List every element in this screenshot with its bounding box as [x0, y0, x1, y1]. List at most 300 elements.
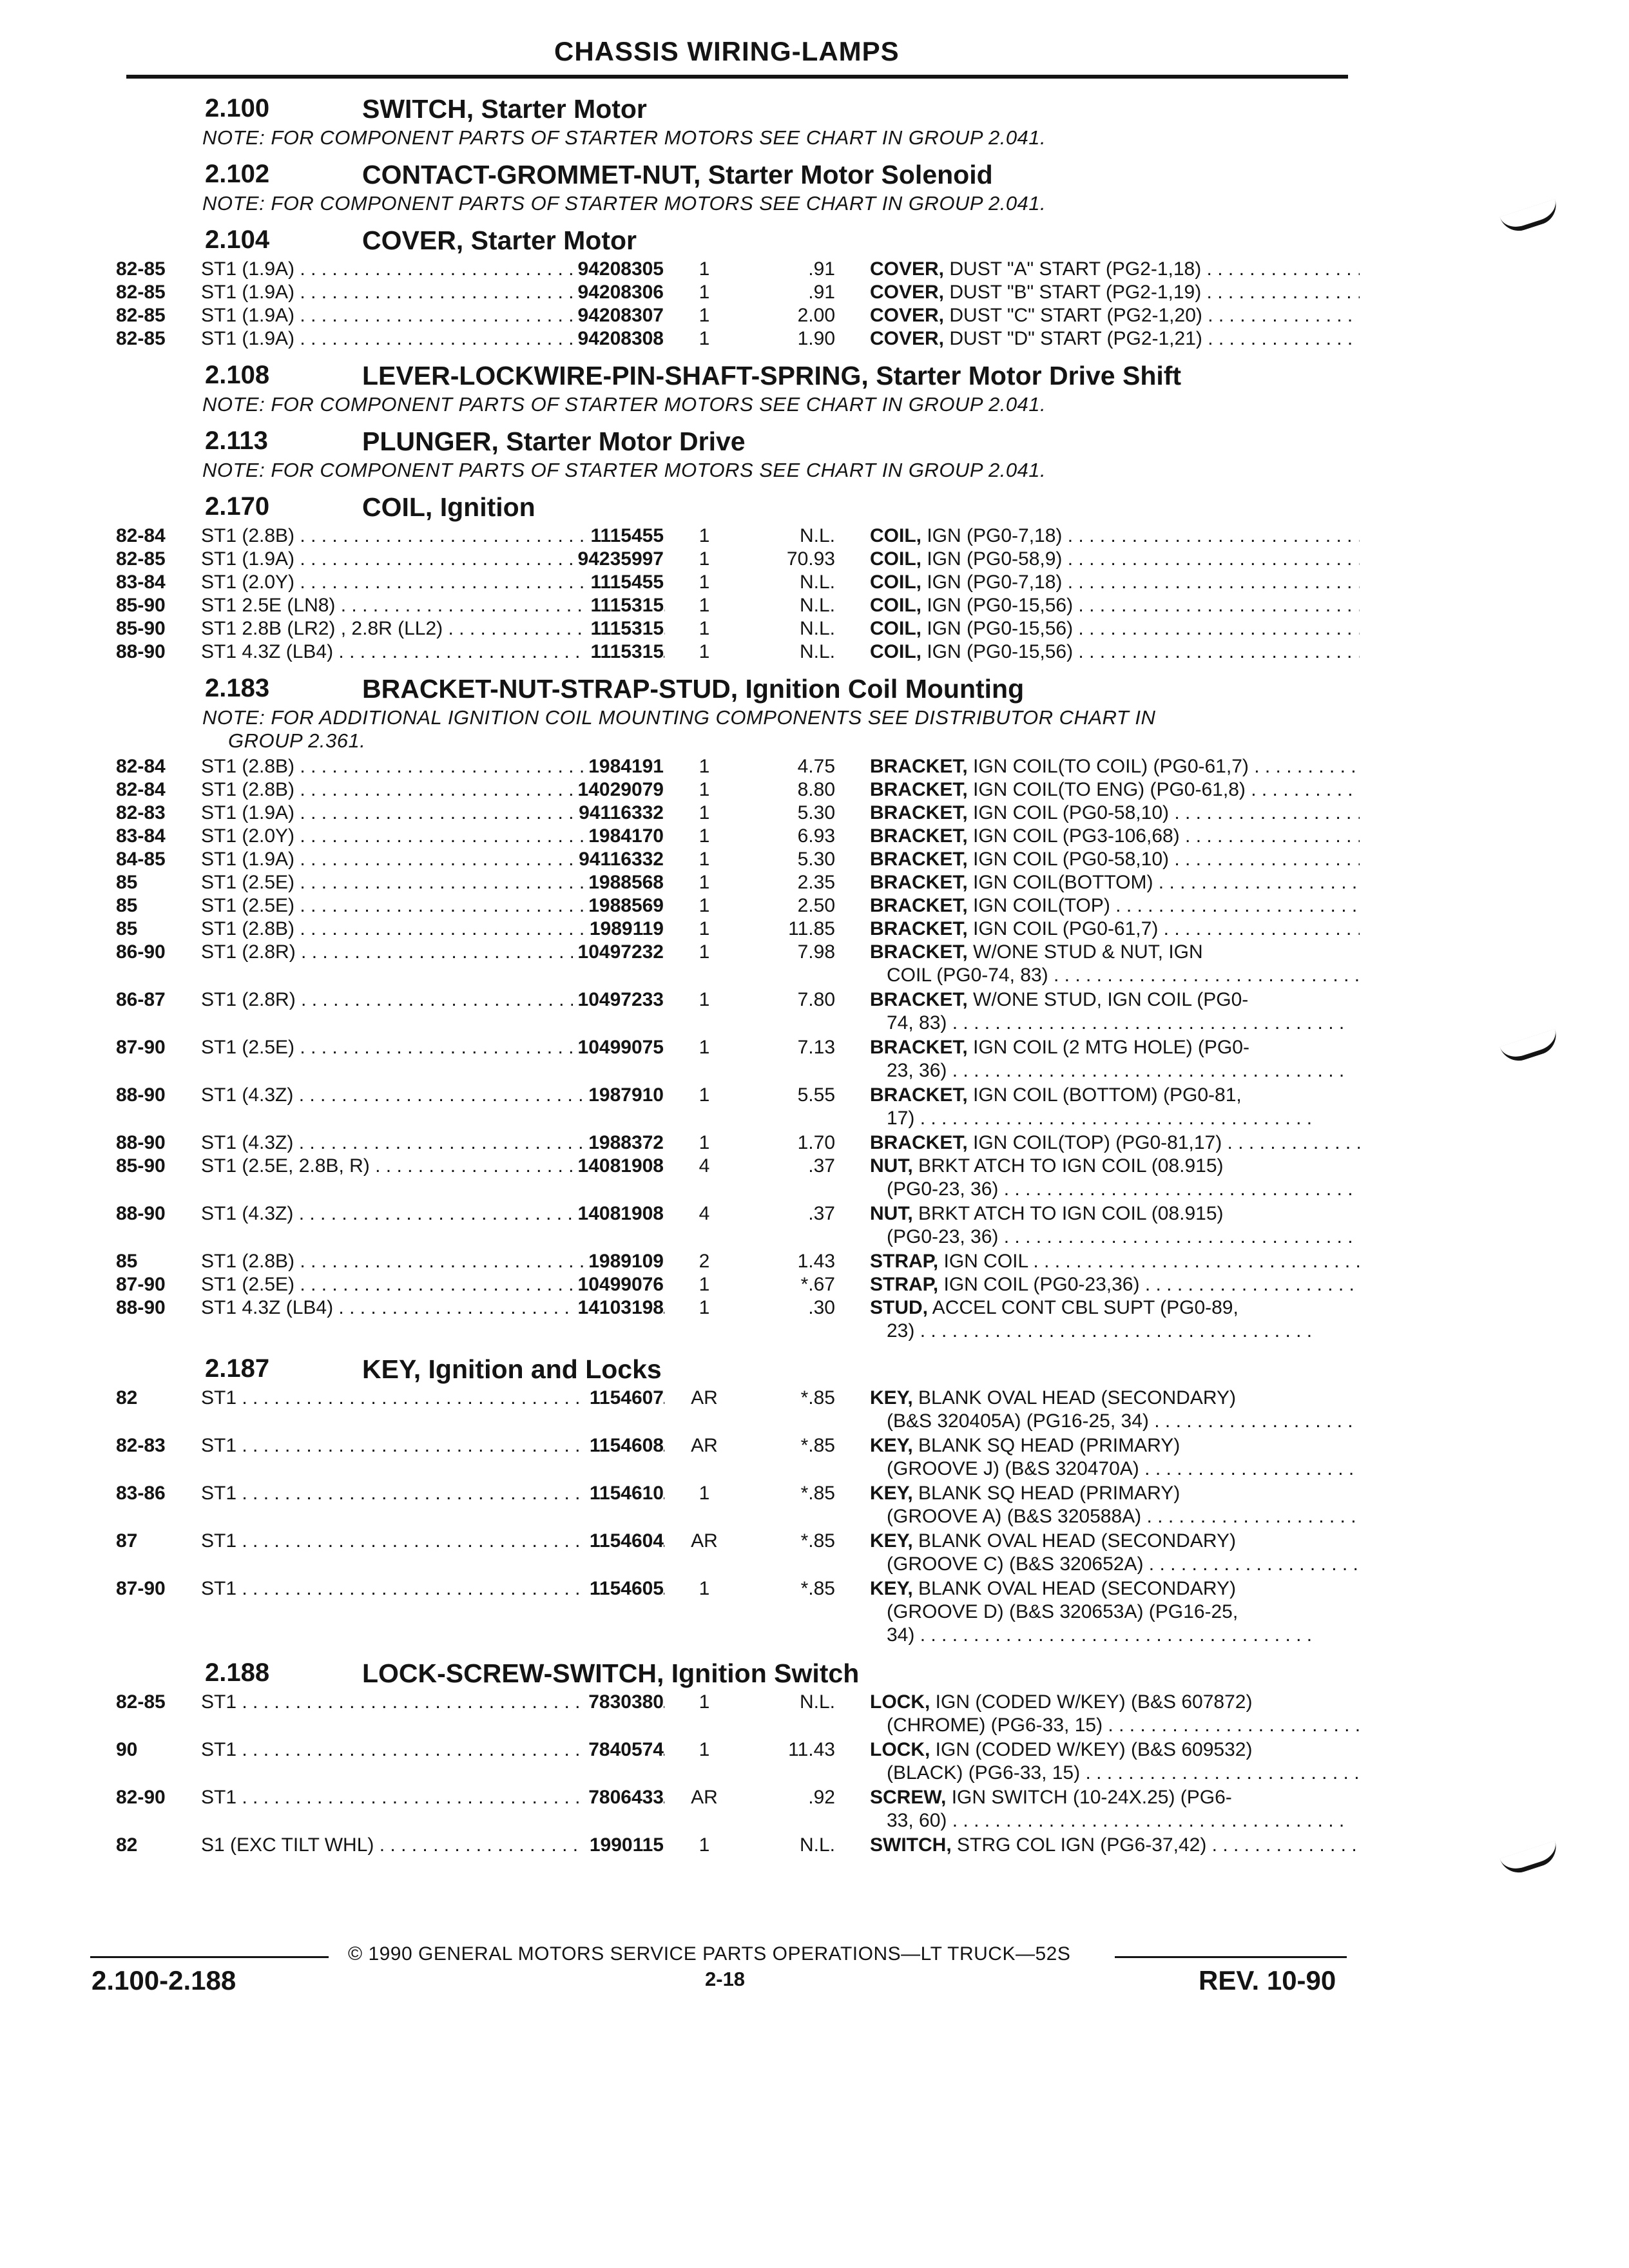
description-line [870, 1762, 1360, 1785]
price: .91 [808, 258, 835, 280]
section-heading [110, 220, 1347, 258]
description-line [870, 1155, 1360, 1178]
price: .30 [808, 1297, 835, 1318]
section-heading [110, 669, 1347, 706]
model-years: 86-90 [116, 941, 166, 963]
table-row [110, 918, 1347, 941]
quantity: 1 [699, 872, 710, 893]
application: ST1 4.3Z (LB4) . . . [201, 640, 665, 664]
model-years: 88-90 [116, 1297, 166, 1318]
description-line [870, 1553, 1360, 1576]
table-row [110, 1273, 1347, 1296]
description [870, 258, 1360, 281]
description-keyword: BRACKET, [870, 941, 968, 963]
description-line [870, 1225, 1360, 1249]
part-number: 94116332 [574, 848, 664, 871]
application: ST1 2.5E (LN8) . . . [201, 594, 665, 617]
description-text: IGN COIL(TO COIL) (PG0-61,7) [967, 756, 1249, 777]
footer-group-range: 2.100-2.188 [92, 1965, 236, 1995]
description-keyword: STRAP, [870, 1274, 939, 1295]
section-heading [110, 155, 1347, 192]
description-text: IGN SWITCH (10-24X.25) (PG6- [946, 1787, 1232, 1808]
quantity: 1 [699, 572, 710, 593]
quantity: AR [691, 1530, 718, 1552]
quantity: 1 [699, 258, 710, 280]
table-row [110, 1155, 1347, 1202]
note-line: NOTE: FOR COMPONENT PARTS OF STARTER MOTORS SEE CHART IN GROUP 2.041. [202, 459, 1046, 481]
quantity: 4 [699, 1155, 710, 1177]
table-row [110, 304, 1347, 327]
description-text: IGN COIL (BOTTOM) (PG0-81, [967, 1084, 1242, 1106]
part-number: 1115315 [586, 640, 664, 664]
model-years: 85 [116, 895, 138, 916]
description-text: DUST "A" START (PG2-1,18) [944, 258, 1202, 280]
quantity: AR [691, 1435, 718, 1456]
description-line [870, 1059, 1360, 1082]
section-title: BRACKET-NUT-STRAP-STUD, Ignition Coil Mounting [362, 674, 1025, 704]
description-keyword: BRACKET, [870, 1084, 968, 1106]
description-text: IGN COIL (PG3-106,68) [967, 825, 1180, 847]
part-number: 1115315 [586, 617, 664, 640]
part-number: 1990115 [584, 1834, 664, 1857]
application: ST1 (2.8B) . . . [201, 1250, 665, 1273]
price: 8.80 [797, 779, 835, 800]
application: ST1 (2.8B) . . . [201, 524, 665, 548]
description [870, 1577, 1360, 1647]
model-years: 82-85 [116, 282, 166, 303]
description-text: IGN (PG0-7,18) [921, 525, 1063, 546]
description-keyword: BRACKET, [870, 989, 968, 1010]
table-row [110, 825, 1347, 848]
table-row [110, 848, 1347, 871]
model-years: 82-83 [116, 802, 166, 823]
description-text: (GROOVE J) (B&S 320470A) [887, 1458, 1139, 1479]
model-years: 82-84 [116, 779, 166, 800]
model-years: 87-90 [116, 1274, 166, 1295]
quantity: 1 [699, 305, 710, 326]
section-number: 2.187 [205, 1354, 270, 1383]
description-line [870, 1273, 1360, 1296]
part-number: 14103198 [573, 1296, 664, 1320]
application: ST1 (1.9A) . . . [201, 848, 665, 871]
model-years: 87 [116, 1530, 138, 1552]
description-text: BLANK OVAL HEAD (SECONDARY) [912, 1530, 1236, 1552]
description-line [870, 304, 1360, 327]
description-text: 23) [887, 1320, 915, 1341]
description-keyword: BRACKET, [870, 918, 968, 939]
model-years: 83-86 [116, 1483, 166, 1504]
description-line [870, 1296, 1360, 1320]
application: ST1 . . . [201, 1577, 665, 1600]
quantity: 1 [699, 1483, 710, 1504]
description-keyword: NUT, [870, 1203, 913, 1224]
application: ST1 (2.8B) . . . [201, 755, 665, 778]
description-text: IGN (CODED W/KEY) (B&S 607872) [930, 1691, 1253, 1713]
note-line: NOTE: FOR ADDITIONAL IGNITION COIL MOUNTING COMPONENTS SEE DISTRIBUTOR CHART IN [202, 706, 1156, 729]
part-number: 1988568 [583, 871, 664, 894]
description-line [870, 988, 1360, 1012]
description-keyword: BRACKET, [870, 779, 968, 800]
description-line [870, 258, 1360, 281]
description [870, 802, 1360, 825]
quantity: 1 [699, 1297, 710, 1318]
model-years: 85 [116, 872, 138, 893]
description-text: IGN COIL (PG0-23,36) [938, 1274, 1140, 1295]
description-line [870, 918, 1360, 941]
application: S1 (EXC TILT WHL) . . . [201, 1834, 665, 1857]
description-line [870, 1387, 1360, 1410]
model-years: 82-83 [116, 1435, 166, 1456]
description [870, 1786, 1360, 1832]
table-row [110, 778, 1347, 802]
description [870, 848, 1360, 871]
price: .92 [808, 1787, 835, 1808]
application: ST1 . . . [201, 1387, 665, 1410]
quantity: 1 [699, 1691, 710, 1713]
description-text: IGN COIL(TO ENG) (PG0-61,8) [967, 779, 1246, 800]
description-line [870, 825, 1360, 848]
quantity: 1 [699, 779, 710, 800]
part-number: 1989119 [584, 918, 664, 941]
description-text: DUST "C" START (PG2-1,20) [944, 305, 1202, 326]
description [870, 548, 1360, 571]
description-text: IGN COIL (PG0-58,10) [967, 849, 1169, 870]
application: ST1 (1.9A) . . . [201, 258, 665, 281]
description-text: BLANK SQ HEAD (PRIMARY) [912, 1483, 1181, 1504]
description-line [870, 1809, 1360, 1832]
footer-copyright: © 1990 GENERAL MOTORS SERVICE PARTS OPERATIONS—LT TRUCK—52S [348, 1943, 1071, 1965]
description-keyword: STRAP, [870, 1251, 939, 1272]
description-keyword: LOCK, [870, 1739, 930, 1760]
description-line [870, 594, 1360, 617]
quantity: AR [691, 1387, 718, 1408]
table-row [110, 1786, 1347, 1834]
application: ST1 (1.9A) . . . [201, 281, 665, 304]
application: ST1 (2.5E) . . . [201, 871, 665, 894]
table-row [110, 802, 1347, 825]
description-keyword: BRACKET, [870, 756, 968, 777]
description-keyword: COVER, [870, 305, 945, 326]
table-row [110, 281, 1347, 304]
description [870, 778, 1360, 802]
part-number: 14029079 [573, 778, 664, 802]
model-years: 82-85 [116, 1691, 166, 1713]
description-line [870, 281, 1360, 304]
description-keyword: COIL, [870, 618, 921, 639]
part-number: 7840574 [583, 1738, 664, 1762]
price: .37 [808, 1155, 835, 1177]
model-years: 85-90 [116, 595, 166, 616]
description-keyword: NUT, [870, 1155, 913, 1177]
description-text: IGN COIL [938, 1251, 1028, 1272]
price: 11.43 [788, 1739, 835, 1760]
margin-mark [1499, 1029, 1561, 1066]
description-keyword: COIL, [870, 641, 921, 662]
description-keyword: SCREW, [870, 1787, 947, 1808]
description-keyword: BRACKET, [870, 872, 968, 893]
description [870, 1738, 1360, 1785]
description [870, 1250, 1360, 1273]
price: 1.70 [797, 1132, 835, 1153]
margin-mark [1499, 199, 1561, 236]
model-years: 85 [116, 1251, 138, 1272]
model-years: 87-90 [116, 1037, 166, 1058]
section-title: LOCK-SCREW-SWITCH, Ignition Switch [362, 1658, 860, 1688]
description-line [870, 1691, 1360, 1714]
model-years: 88-90 [116, 1132, 166, 1153]
price: 5.30 [797, 849, 835, 870]
price: 1.90 [797, 328, 835, 349]
footer-revision: REV. 10-90 [1199, 1965, 1336, 1995]
section-title: PLUNGER, Starter Motor Drive [362, 427, 746, 456]
application: ST1 (4.3Z) . . . [201, 1131, 665, 1155]
section-heading [110, 487, 1347, 524]
price: N.L. [799, 618, 835, 639]
description [870, 1482, 1360, 1528]
description [870, 617, 1360, 640]
description-text: 23, 36) [887, 1060, 947, 1081]
description-line [870, 1012, 1360, 1035]
description-text: IGN COIL(TOP) (PG0-81,17) [967, 1132, 1222, 1153]
description-text: IGN COIL(BOTTOM) [967, 872, 1153, 893]
description-text: STRG COL IGN (PG6-37,42) [951, 1834, 1207, 1856]
description-line [870, 1624, 1360, 1647]
application: ST1 (2.8B) . . . [201, 918, 665, 941]
part-number: 1988569 [583, 894, 664, 918]
description-line [870, 640, 1360, 664]
description-line [870, 1131, 1360, 1155]
price: *.85 [800, 1578, 835, 1599]
description-line [870, 755, 1360, 778]
margin-mark [1499, 1841, 1561, 1878]
description-text: BLANK OVAL HEAD (SECONDARY) [912, 1387, 1236, 1408]
price: 6.93 [797, 825, 835, 847]
description [870, 894, 1360, 918]
application: ST1 2.8B (LR2) , 2.8R (LL2) . . . [201, 617, 665, 640]
description-line [870, 548, 1360, 571]
table-row [110, 1202, 1347, 1250]
price: N.L. [799, 641, 835, 662]
section-number: 2.104 [205, 226, 270, 254]
price: 2.50 [797, 895, 835, 916]
section-title: KEY, Ignition and Locks [362, 1354, 662, 1384]
price: *.85 [800, 1530, 835, 1552]
table-row [110, 1482, 1347, 1530]
description-line [870, 1084, 1360, 1107]
model-years: 86-87 [116, 989, 166, 1010]
description [870, 1084, 1360, 1130]
description [870, 918, 1360, 941]
application: ST1 (2.5E) . . . [201, 1036, 665, 1059]
description [870, 327, 1360, 351]
header-rule [126, 75, 1348, 79]
part-number: 1154610 [584, 1482, 664, 1505]
description-keyword: BRACKET, [870, 895, 968, 916]
model-years: 82-85 [116, 305, 166, 326]
footer-rule-right [1115, 1956, 1347, 1958]
description-keyword: KEY, [870, 1578, 913, 1599]
section-heading [110, 421, 1347, 459]
model-years: 83-84 [116, 572, 166, 593]
quantity: 1 [699, 802, 710, 823]
description-keyword: COIL, [870, 595, 921, 616]
description-text: W/ONE STUD & NUT, IGN [967, 941, 1203, 963]
description-line [870, 1410, 1360, 1433]
application: ST1 (2.0Y) . . . [201, 825, 665, 848]
part-number: 94116332 [574, 802, 664, 825]
description [870, 1434, 1360, 1481]
quantity: 1 [699, 525, 710, 546]
quantity: 1 [699, 328, 710, 349]
description [870, 871, 1360, 894]
price: *.85 [800, 1387, 835, 1408]
description-keyword: KEY, [870, 1387, 913, 1408]
model-years: 85 [116, 918, 138, 939]
description-text: IGN (CODED W/KEY) (B&S 609532) [930, 1739, 1253, 1760]
description-keyword: COIL, [870, 572, 921, 593]
description-line [870, 1482, 1360, 1505]
quantity: 1 [699, 825, 710, 847]
description-line [870, 1250, 1360, 1273]
description-line [870, 894, 1360, 918]
description [870, 524, 1360, 548]
description-text: IGN COIL(TOP) [967, 895, 1110, 916]
model-years: 84-85 [116, 849, 166, 870]
description-line [870, 848, 1360, 871]
application: ST1 (2.0Y) . . . [201, 571, 665, 594]
description-keyword: LOCK, [870, 1691, 930, 1713]
description [870, 1691, 1360, 1737]
price: N.L. [799, 1691, 835, 1713]
description-keyword: KEY, [870, 1530, 913, 1552]
quantity: 1 [699, 1739, 710, 1760]
table-row [110, 1834, 1347, 1857]
description-line [870, 1577, 1360, 1600]
part-number: 94208307 [573, 304, 664, 327]
quantity: 1 [699, 1037, 710, 1058]
description-line [870, 617, 1360, 640]
application: ST1 4.3Z (LB4) . . . [201, 1296, 665, 1320]
description-text: 34) [887, 1624, 915, 1646]
price: 4.75 [797, 756, 835, 777]
description-line [870, 1786, 1360, 1809]
description-text: BRKT ATCH TO IGN COIL (08.915) [912, 1155, 1224, 1177]
description [870, 281, 1360, 304]
quantity: 1 [699, 1578, 710, 1599]
model-years: 82-85 [116, 328, 166, 349]
table-row [110, 617, 1347, 640]
table-row [110, 594, 1347, 617]
description-keyword: STUD, [870, 1297, 928, 1318]
part-number: 1984191 [583, 755, 664, 778]
description-keyword: SWITCH, [870, 1834, 952, 1856]
price: 5.55 [797, 1084, 835, 1106]
model-years: 88-90 [116, 1203, 166, 1224]
description [870, 1834, 1360, 1857]
price: *.85 [800, 1483, 835, 1504]
section-title: LEVER-LOCKWIRE-PIN-SHAFT-SPRING, Starter Motor Drive Shift [362, 361, 1182, 390]
model-years: 87-90 [116, 1578, 166, 1599]
application: ST1 (1.9A) . . . [201, 548, 665, 571]
description-line [870, 964, 1360, 987]
application: ST1 (4.3Z) . . . [201, 1084, 665, 1107]
description [870, 941, 1360, 987]
description-line [870, 1178, 1360, 1201]
section-number: 2.100 [205, 94, 270, 122]
page-header-title: CHASSIS WIRING-LAMPS [554, 36, 900, 66]
description [870, 1036, 1360, 1082]
description-line [870, 1202, 1360, 1225]
application: ST1 . . . [201, 1738, 665, 1762]
part-number: 1115455 [586, 571, 664, 594]
description-keyword: KEY, [870, 1483, 913, 1504]
quantity: 1 [699, 941, 710, 963]
section-title: SWITCH, Starter Motor [362, 94, 647, 124]
table-row [110, 988, 1347, 1036]
price: 1.43 [797, 1251, 835, 1272]
description [870, 825, 1360, 848]
description-keyword: BRACKET, [870, 849, 968, 870]
description-line [870, 1600, 1360, 1624]
description-keyword: COIL, [870, 525, 921, 546]
description-text: (BLACK) (PG6-33, 15) [887, 1762, 1081, 1783]
section-heading [110, 1349, 1347, 1387]
application: ST1 . . . [201, 1530, 665, 1553]
description-text: (CHROME) (PG6-33, 15) [887, 1715, 1103, 1736]
model-years: 83-84 [116, 825, 166, 847]
quantity: 4 [699, 1203, 710, 1224]
description-line [870, 1107, 1360, 1130]
table-row [110, 1434, 1347, 1482]
model-years: 85-90 [116, 1155, 166, 1177]
description-text: 33, 60) [887, 1810, 947, 1831]
part-number: 14081908 [573, 1155, 664, 1178]
quantity: 1 [699, 1084, 710, 1106]
section-note [110, 126, 1336, 149]
table-row [110, 548, 1347, 571]
part-number: 1154607 [584, 1387, 664, 1410]
price: N.L. [799, 1834, 835, 1856]
part-number: 1154605 [584, 1577, 664, 1600]
description-text: (PG0-23, 36) [887, 1178, 999, 1200]
description-text: IGN (PG0-15,56) [921, 618, 1074, 639]
description [870, 1155, 1360, 1201]
table-row [110, 1084, 1347, 1131]
part-number: 94235997 [573, 548, 664, 571]
quantity: 1 [699, 1132, 710, 1153]
price: 7.98 [797, 941, 835, 963]
description [870, 571, 1360, 594]
price: N.L. [799, 572, 835, 593]
description-text: 17) [887, 1108, 915, 1129]
description [870, 640, 1360, 664]
description-text: ACCEL CONT CBL SUPT (PG0-89, [928, 1297, 1239, 1318]
quantity: 1 [699, 595, 710, 616]
price: 7.80 [797, 989, 835, 1010]
description [870, 304, 1360, 327]
description-line [870, 524, 1360, 548]
table-row [110, 258, 1347, 281]
note-line: NOTE: FOR COMPONENT PARTS OF STARTER MOTORS SEE CHART IN GROUP 2.041. [202, 126, 1046, 149]
description-line [870, 941, 1360, 964]
application: ST1 . . . [201, 1482, 665, 1505]
application: ST1 . . . [201, 1786, 665, 1809]
description [870, 1296, 1360, 1343]
model-years: 88-90 [116, 1084, 166, 1106]
table-row [110, 1296, 1347, 1344]
description [870, 988, 1360, 1035]
description [870, 1530, 1360, 1576]
